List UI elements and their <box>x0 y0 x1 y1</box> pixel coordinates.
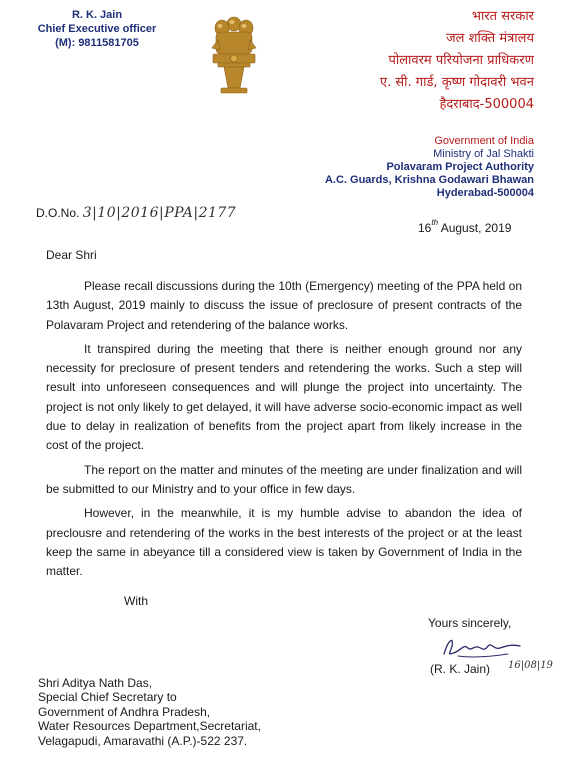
paragraph: It transpired during the meeting that there is neither enough ground nor any necessity for preclosure of present tenders and retendering the works. Such a step will result into unforeseen consequences and will plunge the project into uncertainty. The project is not only likely to get delayed, it will have adverse socio-economic impact as well due to delay in realization of benefits from the project apart from likely increase in the cost of the project. <box>46 341 522 453</box>
letter-date <box>418 218 511 235</box>
sender-designation: Chief Executive officer <box>37 23 157 35</box>
hindi-line: भारत सरकार <box>471 9 534 24</box>
recipient-address <box>38 676 261 748</box>
reference-label: D.O.No. <box>36 206 80 220</box>
letterhead-hindi <box>294 6 534 116</box>
recipient-line: Velagapudi, Amaravathi (A.P.)-522 237. <box>38 733 248 748</box>
recipient-line: Shri Aditya Nath Das, <box>38 676 153 690</box>
signatory-name: (R. K. Jain) <box>430 662 491 676</box>
closing: Yours sincerely, <box>428 616 512 630</box>
paragraph: However, in the meanwhile, it is my humble advise to abandon the idea of preclousre and retendering of the works in the best interests of the project or at the least keep the same in abeyance till a considered view is taken by Government of India in the matter. <box>46 506 522 579</box>
recipient-line: Special Chief Secretary to <box>38 690 177 705</box>
hindi-line: ए. सी. गार्ड, कृष्ण गोदावरी भवन <box>379 75 534 90</box>
letter-body <box>46 277 522 586</box>
hindi-line: हैदराबाद-500004 <box>439 97 534 112</box>
sender-block <box>22 8 172 50</box>
date-suffix: th <box>431 218 439 227</box>
sender-mobile: (M): 9811581705 <box>55 37 139 49</box>
date-rest: August, 2019 <box>440 221 512 235</box>
letterhead-english <box>294 135 534 200</box>
paragraph: Please recall discussions during the 10th (Emergency) meeting of the PPA held on 13th August, 2019 mainly to discuss the issue of preclosure of present contracts of the Polavaram Project and retendering of the balance works. <box>46 279 522 332</box>
reference-number <box>36 205 236 221</box>
national-emblem-icon <box>204 10 264 98</box>
paragraph: The report on the matter and minutes of the meeting are under finalization and will be submitted to our Ministry and to your office in few days. <box>46 462 522 496</box>
date-day: 16 <box>418 221 432 235</box>
salutation: Dear Shri <box>46 248 97 262</box>
with-regards: With <box>124 594 148 608</box>
recipient-line: Water Resources Department,Secretariat, <box>38 719 261 734</box>
reference-value: 3|10|2016|PPA|2177 <box>82 205 237 221</box>
sender-name: R. K. Jain <box>71 9 123 21</box>
english-line: Ministry of Jal Shakti <box>433 148 534 160</box>
english-line: Polavaram Project Authority <box>386 161 534 173</box>
hindi-line: जल शक्ति मंत्रालय <box>446 31 534 46</box>
hindi-line: पोलावरम परियोजना प्राधिकरण <box>388 53 534 68</box>
english-line: Hyderabad-500004 <box>436 187 534 199</box>
recipient-line: Government of Andhra Pradesh, <box>38 704 211 719</box>
english-line: A.C. Guards, Krishna Godawari Bhawan <box>324 174 534 186</box>
signature-icon <box>438 632 528 662</box>
english-line: Government of India <box>434 135 534 147</box>
signature-date: 16|08|19 <box>508 660 553 671</box>
